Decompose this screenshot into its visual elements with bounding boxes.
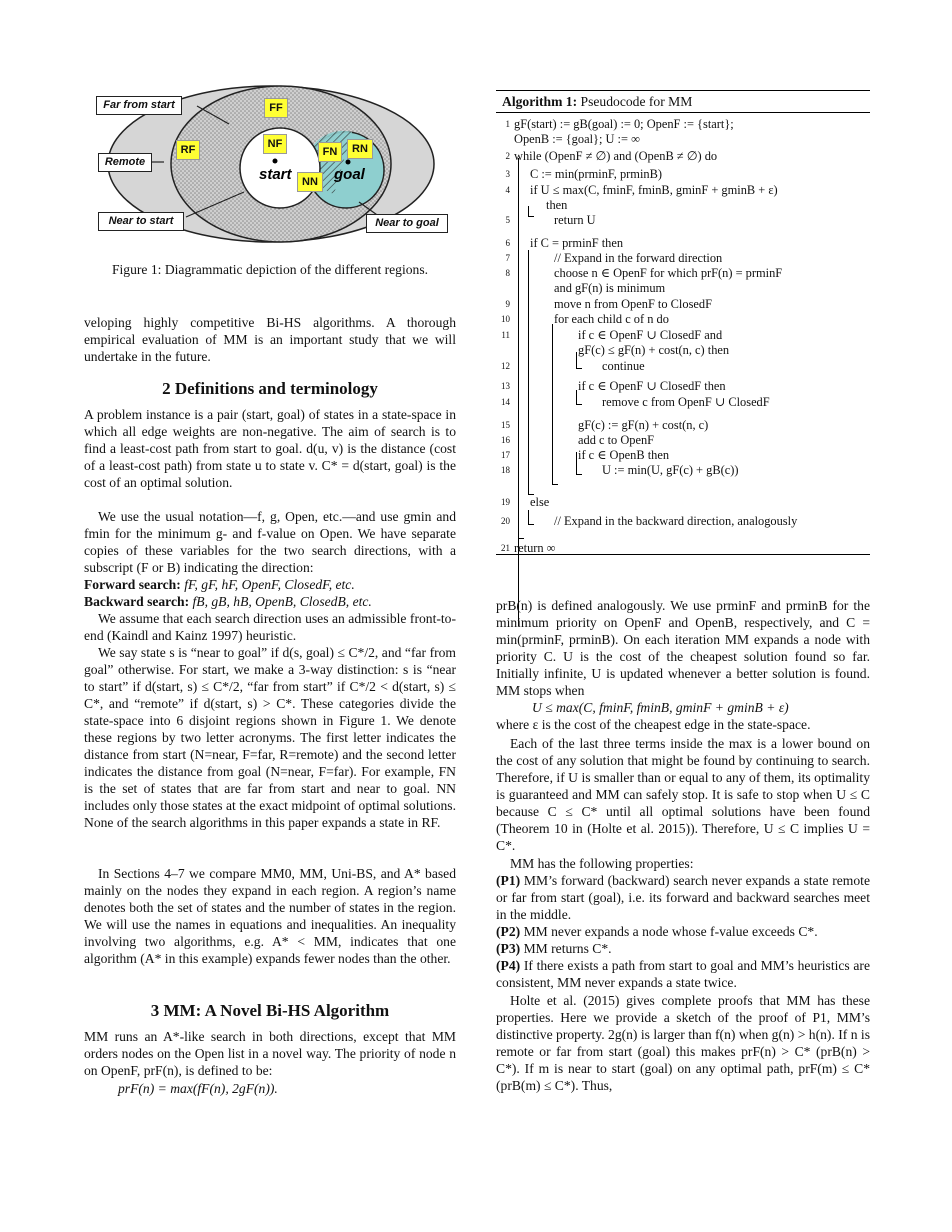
backward-search-line — [84, 593, 456, 610]
algorithm-line-text: if c ∈ OpenF ∪ ClosedF and — [578, 328, 723, 342]
forward-search-vars: fF, gF, hF, OpenF, ClosedF, etc. — [184, 577, 355, 592]
algorithm-line-text: then — [546, 198, 568, 212]
algorithm-line-number: 2 — [505, 151, 510, 161]
property-p3-label: (P3) — [496, 941, 521, 956]
algorithm-line-number: 6 — [505, 238, 510, 248]
algorithm-1 — [496, 90, 870, 555]
properties-intro: MM has the following properties: — [510, 856, 694, 871]
region-rn: RN — [347, 139, 373, 159]
algorithm-line-number: 18 — [501, 465, 510, 475]
algorithm-line-text: choose n ∈ OpenF for which prF(n) = prminF — [554, 266, 783, 280]
algorithm-line-text: if U ≤ max(C, fminF, fminB, gminF + gminB + ε) — [530, 183, 778, 197]
start-label: start — [259, 166, 292, 183]
backward-search-vars: fB, gB, hB, OpenB, ClosedB, etc. — [192, 594, 372, 609]
algorithm-line-number: 21 — [501, 543, 510, 553]
algorithm-line-number: 20 — [501, 516, 510, 526]
sec2-paragraph-3: We assume that each search direction uses an admissible front-to-end (Kaindl and Kainz 1997) heuristic. — [84, 611, 456, 643]
property-p1-text: MM’s forward (backward) search never expands a state remote or far from start (goal), i.e. its forward and backward searches meet in the middle. — [496, 873, 870, 922]
property-p4-label: (P4) — [496, 958, 521, 973]
algorithm-title-label: Algorithm 1: — [502, 94, 578, 109]
algorithm-line-text: for each child c of n do — [554, 312, 669, 326]
section-3-title: 3 MM: A Novel Bi-HS Algorithm — [150, 1001, 390, 1020]
region-fn: FN — [318, 142, 342, 162]
priority-equation: prF(n) = max(fF(n), 2gF(n)). — [118, 1081, 278, 1096]
algorithm-line-number: 10 — [501, 314, 510, 324]
forward-search-label: Forward search: — [84, 577, 181, 592]
algorithm-line-number: 5 — [505, 215, 510, 225]
right-paragraph-5: Holte et al. (2015) gives complete proofs that MM has these properties. Here we provide a sketch of the proof of P1, MM’s distinctive property. 2g(n) is larger than f(n) when g(n) > h(n). If n is remote or far from start (goal) this makes prF(n) > C* (prB(n) > C*). If m is near to start (goal) on any optimal path, prF(m) ≤ C* (prB(m) ≤ C*). Thus, — [496, 993, 870, 1093]
near-to-start-label: Near to start — [98, 212, 184, 231]
right-paragraph-1: prB(n) is defined analogously. We use prminF and prminB for the minimum priority on OpenF and OpenB, respectively, and C = min(prminF, prminB). On each iteration MM expands a node with priority C. U is the cost of the cheapest solution found so far. Initially infinite, U is updated whenever a better solution is found. MM stops when — [496, 598, 870, 698]
algorithm-line-number: 9 — [505, 299, 510, 309]
region-nn: NN — [297, 172, 323, 192]
algorithm-line-text: and gF(n) is minimum — [554, 281, 666, 295]
algorithm-line-text: if C = prminF then — [530, 236, 624, 250]
property-p4-text: If there exists a path from start to goal and MM’s heuristics are consistent, MM never expands a state twice. — [496, 958, 870, 990]
algorithm-line-text: move n from OpenF to ClosedF — [554, 297, 712, 311]
algorithm-line-text: return U — [554, 213, 596, 227]
algorithm-line-text: if c ∈ OpenF ∪ ClosedF then — [578, 379, 726, 393]
algorithm-line-text: gF(c) := gF(n) + cost(n, c) — [578, 418, 709, 432]
goal-label: goal — [334, 166, 365, 183]
algorithm-line-number: 17 — [501, 450, 510, 460]
algorithm-line-number: 16 — [501, 435, 510, 445]
sec2-paragraph-1: A problem instance is a pair (start, goal) of states in a state-space in which all edge weights are non-negative. The aim of search is to find a least-cost path from start to goal. d(u, v) is the distance (cost of a least-cost path) from state u to state v. C* = d(start, goal) is the cost of an optimal solution. — [84, 407, 456, 490]
section-2-title: 2 Definitions and terminology — [162, 379, 378, 398]
figure-caption: Figure 1: Diagrammatic depiction of the different regions. — [111, 262, 429, 277]
algorithm-line-number: 15 — [501, 420, 510, 430]
algorithm-line-text: // Expand in the backward direction, analogously — [554, 514, 798, 528]
algorithm-line-number: 4 — [505, 185, 510, 195]
algorithm-line-number: 13 — [501, 381, 510, 391]
far-from-start-label: Far from start — [96, 96, 182, 115]
algorithm-line-text: while (OpenF ≠ ∅) and (OpenB ≠ ∅) do — [514, 149, 718, 163]
stopping-equation: U ≤ max(C, fminF, fminB, gminF + gminB + ε) — [532, 700, 789, 715]
algorithm-line-number: 19 — [501, 497, 510, 507]
right-paragraph-2: where ε is the cost of the cheapest edge in the state-space. — [496, 717, 811, 732]
algorithm-line-text: return ∞ — [514, 541, 556, 555]
region-rf: RF — [176, 140, 200, 160]
property-p2 — [496, 923, 870, 940]
sec2-paragraph-5: In Sections 4–7 we compare MM0, MM, Uni-BS, and A* based mainly on the nodes they expand in each region. A region’s name denotes both the set of states and the number of states in the region. We will use the names in equations and inequalities. An inequality involving two algorithms, e.g. A* < MM, indicates that one algorithm (A* in this example) expands fewer nodes than the other. — [84, 866, 456, 966]
property-p4 — [496, 957, 870, 991]
algorithm-line-number: 7 — [505, 253, 510, 263]
algorithm-line-number: 12 — [501, 361, 510, 371]
algorithm-line-text: continue — [602, 359, 645, 373]
algorithm-line-number: 1 — [505, 119, 510, 129]
algorithm-line-number: 14 — [501, 397, 510, 407]
algorithm-line-text: gF(c) ≤ gF(n) + cost(n, c) then — [578, 343, 730, 357]
start-dot — [273, 159, 278, 164]
intro-paragraph: veloping highly competitive Bi-HS algorithms. A thorough empirical evaluation of MM is an important study that we will undertake in the future. — [84, 315, 456, 364]
goal-dot — [346, 160, 351, 165]
property-p2-label: (P2) — [496, 924, 521, 939]
property-p2-text: MM never expands a node whose f-value exceeds C*. — [523, 924, 818, 939]
sec2-paragraph-2: We use the usual notation—f, g, Open, etc.—and use gmin and fmin for the minimum g- and f-value on Open. We have separate copies of these variables for the two search directions, with a subscript (F or B) indicating the direction: — [84, 509, 456, 575]
region-nf: NF — [263, 134, 287, 154]
algorithm-title-rest: Pseudocode for MM — [580, 94, 693, 109]
algorithm-line-text: if c ∈ OpenB then — [578, 448, 670, 462]
property-p3-text: MM returns C*. — [523, 941, 612, 956]
backward-search-label: Backward search: — [84, 594, 190, 609]
region-ff: FF — [264, 98, 288, 118]
near-to-goal-label: Near to goal — [366, 214, 448, 233]
right-paragraph-3: Each of the last three terms inside the max is a lower bound on the cost of any solution that might be found by continuing to search. Therefore, if U is smaller than or equal to any of them, its optimality is guaranteed and MM can safely stop. It is safe to stop when U ≤ C because C ≤ C* until all optimal solutions have been found (Theorem 10 in (Holte et al. 2015)). Therefore, U ≤ C implies U = C*. — [496, 736, 870, 853]
algorithm-line-text: OpenB := {goal}; U := ∞ — [514, 132, 640, 146]
algorithm-line-text: U := min(U, gF(c) + gB(c)) — [602, 463, 739, 477]
property-p1-label: (P1) — [496, 873, 521, 888]
remote-label: Remote — [98, 153, 152, 172]
sec3-paragraph-1: MM runs an A*-like search in both directions, except that MM orders nodes on the Open list in a novel way. The priority of node n on OpenF, prF(n), is defined to be: — [84, 1029, 456, 1078]
algorithm-line-number: 11 — [501, 330, 510, 340]
algorithm-line-text: gF(start) := gB(goal) := 0; OpenF := {start}; — [514, 117, 734, 131]
figure-regions — [94, 84, 454, 244]
forward-search-line — [84, 576, 456, 593]
sec2-paragraph-4: We say state s is “near to goal” if d(s, goal) ≤ C*/2, and “far from goal” otherwise. For start, we make a 3-way distinction: s is “near to start” if d(start, s) ≤ C*/2, “far from start” if C*/2 < d(start, s) ≤ C*, and “remote” if d(start, s) > C*. These categories divide the state-space into 6 disjoint regions shown in Figure 1. We denote these regions by two letter acronyms. The first letter indicates the distance from start (N=near, F=far, R=remote) and the second letter indicates the distance from goal (N=near, F=far). For example, FN is the set of states that are far from start and near to goal. NN includes only those states at the exact midpoint of optimal solutions. None of the search algorithms in this paper expands a state in RF. — [84, 645, 456, 830]
algorithm-line-text: remove c from OpenF ∪ ClosedF — [602, 395, 770, 409]
property-p1 — [496, 872, 870, 923]
property-p3 — [496, 940, 870, 957]
algorithm-line-number: 8 — [505, 268, 510, 278]
algorithm-line-number: 3 — [505, 169, 510, 179]
algorithm-line-text: add c to OpenF — [578, 433, 655, 447]
algorithm-line-text: // Expand in the forward direction — [554, 251, 723, 265]
algorithm-line-text: C := min(prminF, prminB) — [530, 167, 662, 181]
algorithm-line-text: else — [530, 495, 550, 509]
